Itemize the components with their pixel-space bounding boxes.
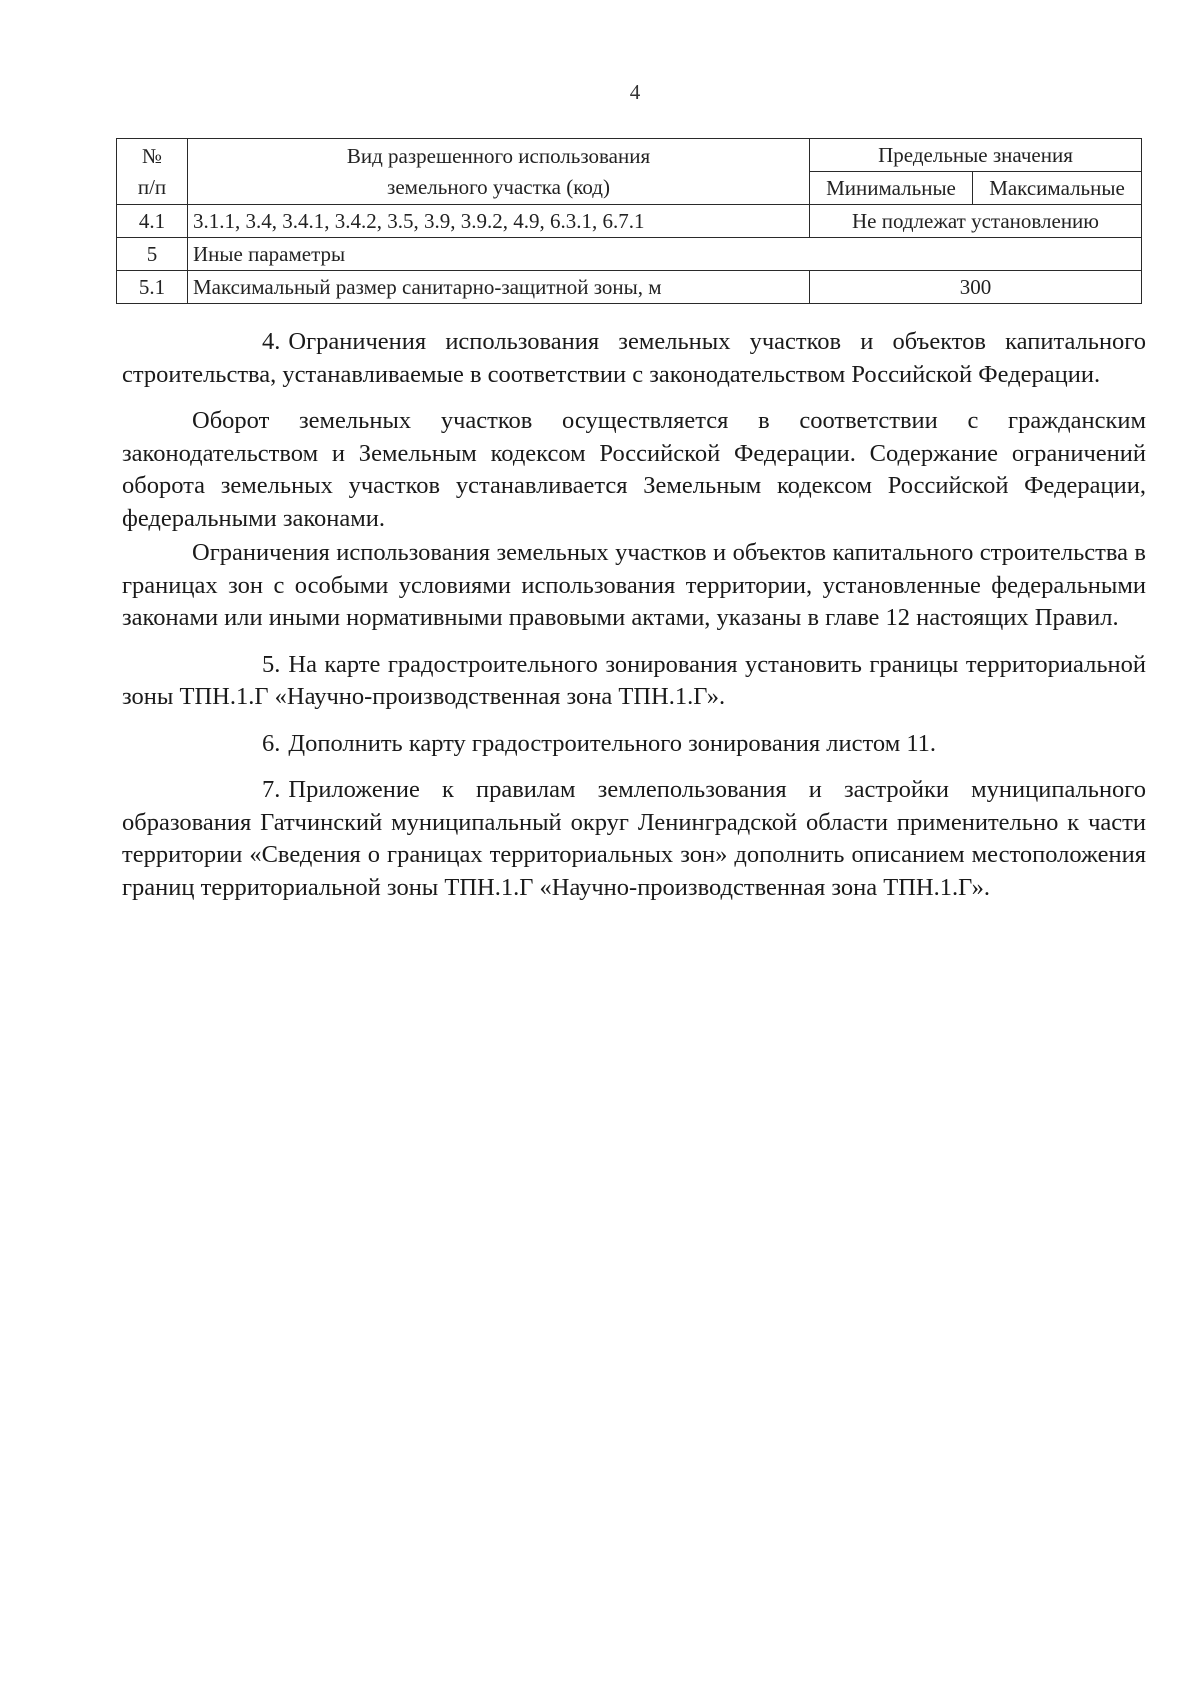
header-name-cell [188, 139, 810, 205]
row-number-cell: 5 [117, 238, 188, 271]
header-max-cell: Максимальные [973, 172, 1142, 205]
paragraph-7-number: 7. [262, 776, 281, 803]
paragraph-4-turnover: Оборот земельных участков осуществляется в соответствии с гражданским законодательством и Земельным кодексом Российской Федерации. Содержание ограничений оборота земельных участков устанавливается Земельным кодексом Российской Федерации, федеральными законами. [122, 407, 1146, 532]
row-value-cell: Не подлежат установлению [810, 205, 1142, 238]
paragraph-6 [122, 728, 1146, 761]
header-name-line2: земельного участка (код) [387, 174, 610, 199]
paragraph-4 [122, 326, 1146, 391]
paragraph-5 [122, 649, 1146, 714]
paragraph-7 [122, 774, 1146, 904]
paragraph-6-number: 6. [262, 729, 281, 757]
header-number-line1: № [141, 143, 163, 168]
page-number: 4 [629, 80, 641, 104]
header-number-line2: п/п [137, 174, 167, 199]
paragraph-4-text: Ограничения использования земельных участков и объектов капитального строительства, устанавливаемые в соответствии с законодательством Российской Федерации. [122, 328, 1146, 388]
header-min-cell: Минимальные [810, 172, 973, 205]
header-limits-cell: Предельные значения [810, 139, 1142, 172]
paragraph-7-text: Приложение к правилам землепользования и застройки муниципального образования Гатчинский муниципальный округ Ленинградской области применительно к части территории «Сведения о границах территориальных зон» дополнить описанием местоположения границ территориальной зоны ТПН.1.Г «Научно-производственная зона ТПН.1.Г». [122, 776, 1146, 901]
paragraph-4-zones: Ограничения использования земельных участков и объектов капитального строительства в границах зон с особыми условиями использования территории, установленные федеральными законами или иными нормативными правовыми актами, указаны в главе 12 настоящих Правил. [122, 539, 1146, 631]
table-header-row [117, 139, 1142, 172]
paragraph-5-text: На карте градостроительного зонирования установить границы территориальной зоны ТПН.1.Г «Научно-производственная зона ТПН.1.Г». [122, 650, 1146, 710]
paragraph-5-number: 5. [262, 650, 281, 678]
row-name-cell: Иные параметры [188, 238, 1142, 271]
table-row [117, 238, 1142, 271]
paragraph-4-number: 4. [262, 328, 281, 355]
header-name-line1: Вид разрешенного использования [346, 143, 651, 168]
row-name-cell: 3.1.1, 3.4, 3.4.1, 3.4.2, 3.5, 3.9, 3.9.2, 4.9, 6.3.1, 6.7.1 [188, 205, 810, 238]
row-name-cell: Максимальный размер санитарно-защитной зоны, м [188, 271, 810, 304]
row-number-cell: 5.1 [117, 271, 188, 304]
table-row [117, 271, 1142, 304]
row-value-cell: 300 [810, 271, 1142, 304]
row-number-cell: 4.1 [117, 205, 188, 238]
parameters-table [116, 138, 1142, 304]
table-row [117, 205, 1142, 238]
paragraph-6-text: Дополнить карту градостроительного зонирования листом 11. [288, 729, 937, 757]
document-body [122, 326, 1146, 904]
header-number-cell [117, 139, 188, 205]
